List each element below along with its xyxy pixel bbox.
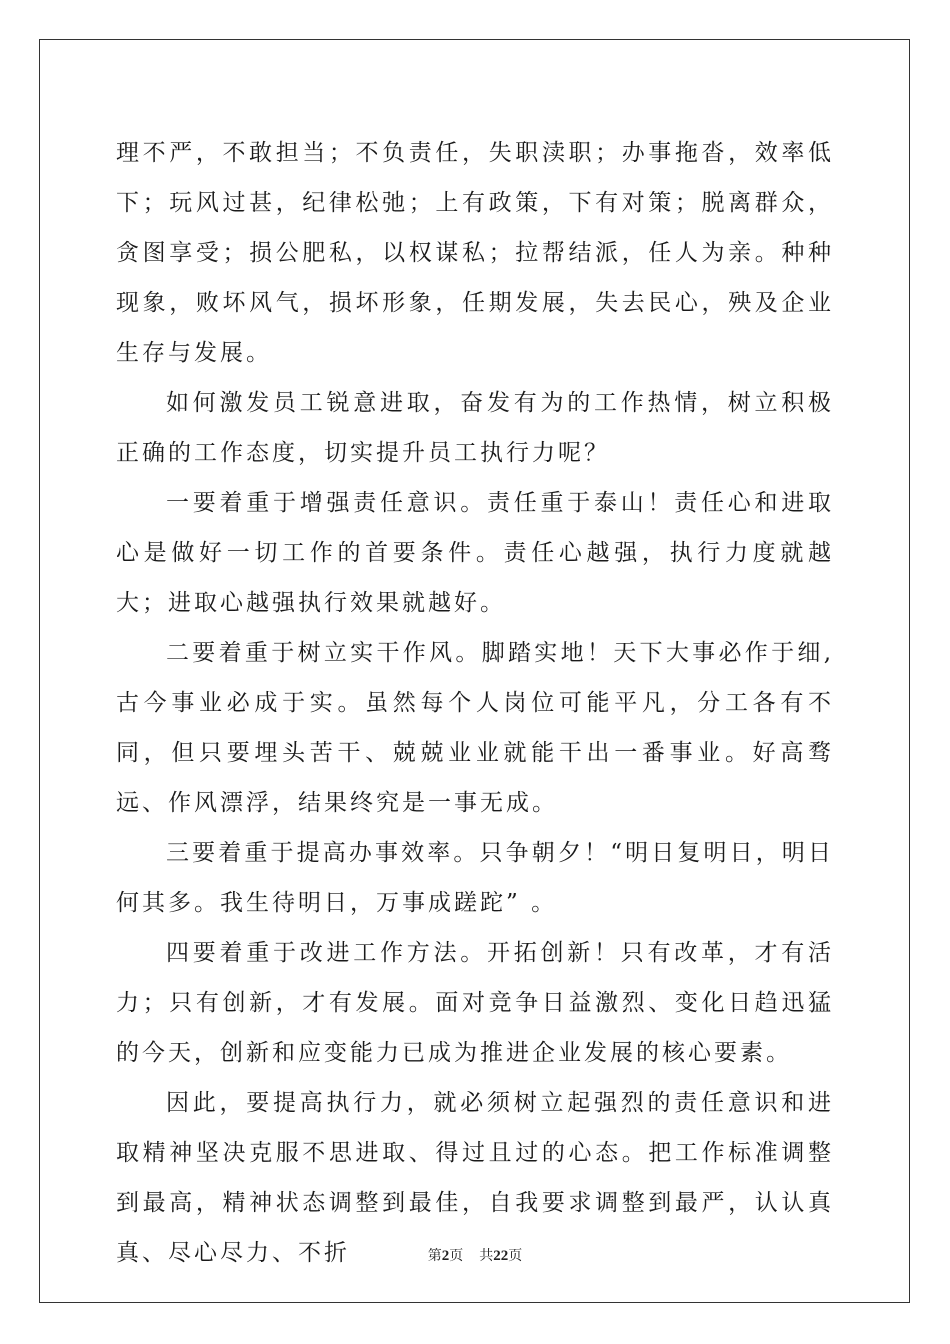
paragraph-7: 因此，要提高执行力，就必须树立起强烈的责任意识和进取精神坚决克服不思进取、得过且过的心态。把工作标准调整到最高，精神状态调整到最佳，自我要求调整到最严，认认真真、尽心尽力、不折 bbox=[116, 1090, 834, 1266]
page-current: 2 bbox=[441, 1248, 450, 1264]
document-body bbox=[116, 128, 834, 1278]
paragraph-6: 四要着重于改进工作方法。开拓创新！只有改革，才有活力；只有创新，才有发展。面对竞争日益激烈、变化日趋迅猛的今天，创新和应变能力已成为推进企业发展的核心要素。 bbox=[116, 940, 834, 1066]
page-suffix: 页 bbox=[449, 1248, 464, 1264]
total-prefix: 共 bbox=[479, 1248, 494, 1264]
page-footer bbox=[0, 1245, 950, 1265]
paragraph-2: 如何激发员工锐意进取，奋发有为的工作热情，树立积极正确的工作态度，切实提升员工执行力呢？ bbox=[116, 390, 834, 466]
paragraph-5: 三要着重于提高办事效率。只争朝夕！“明日复明日，明日何其多。我生待明日，万事成蹉跎” 。 bbox=[116, 840, 834, 916]
paragraph-3: 一要着重于增强责任意识。责任重于泰山！责任心和进取心是做好一切工作的首要条件。责任心越强，执行力度就越大；进取心越强执行效果就越好。 bbox=[116, 490, 834, 616]
page-prefix: 第 bbox=[427, 1248, 442, 1264]
paragraph-1: 理不严，不敢担当；不负责任，失职渎职；办事拖沓，效率低下；玩风过甚，纪律松弛；上有政策，下有对策；脱离群众，贪图享受；损公肥私，以权谋私；拉帮结派，任人为亲。种种现象，败坏风气，损坏形象，任期发展，失去民心，殃及企业生存与发展。 bbox=[116, 140, 834, 366]
paragraph-4: 二要着重于树立实干作风。脚踏实地！天下大事必作于细,古今事业必成于实。虽然每个人岗位可能平凡，分工各有不同，但只要埋头苦干、兢兢业业就能干出一番事业。好高骛远、作风漂浮，结果终究是一事无成。 bbox=[116, 640, 834, 816]
total-suffix: 页 bbox=[508, 1248, 523, 1264]
page-total: 22 bbox=[493, 1248, 509, 1264]
